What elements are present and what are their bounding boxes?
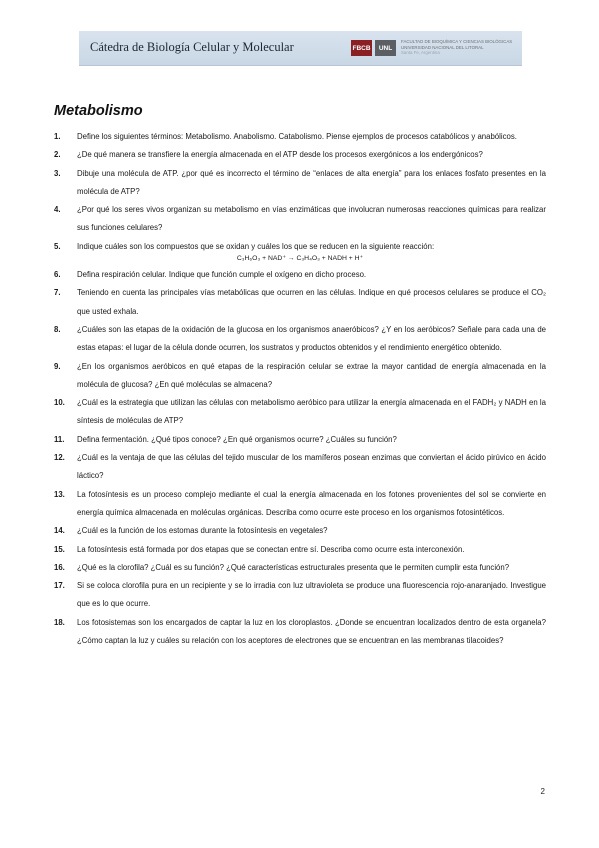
question-number: 3. (54, 168, 61, 178)
question-number: 13. (54, 489, 65, 499)
institution-line-3: Santa Fe, Argentina (401, 50, 440, 56)
question-text: Los fotosistemas son los encargados de captar la luz en los cloroplastos. ¿Donde se encuentran localizados dentro de esta organela? ¿Cómo captan la luz y cuáles su relación con los aceptores de electrones que se encuentran en las membranas tilacoides? (77, 617, 546, 646)
question-item (54, 486, 546, 523)
question-text: La fotosíntesis está formada por dos etapas que se conectan entre sí. Describa como ocurre esta interconexión. (77, 544, 465, 554)
question-number: 15. (54, 544, 65, 554)
question-item (54, 522, 546, 540)
question-text: Si se coloca clorofila pura en un recipiente y se lo irradia con luz ultravioleta se produce una fluorescencia rojo-anaranjado. Investigue que es lo que ocurre. (77, 581, 546, 609)
question-list (54, 128, 546, 650)
question-text: ¿De qué manera se transfiere la energía almacenada en el ATP desde los procesos exergónicos a los endergónicos? (77, 150, 483, 160)
question-number: 12. (54, 453, 65, 463)
section-title: Metabolismo (54, 103, 143, 119)
question-text: ¿Qué es la clorofila? ¿Cuál es su función? ¿Qué características estructurales presenta que le permiten cumplir esta función? (77, 562, 510, 572)
question-text: Defina respiración celular. Indique que función cumple el oxígeno en dicho proceso. (77, 270, 367, 280)
question-number: 7. (54, 288, 61, 298)
question-number: 1. (54, 132, 61, 141)
question-text: ¿Cuál es la estrategia que utilizan las células con metabolismo aeróbico para utilizar la energía almacenada en el FADH₂ y NADH en la síntesis de moléculas de ATP? (77, 398, 546, 426)
question-item (54, 449, 546, 486)
question-item (54, 266, 546, 284)
question-text: ¿Cuál es la función de los estomas durante la fotosíntesis en vegetales? (77, 526, 328, 536)
question-number: 8. (54, 324, 61, 334)
question-item (54, 614, 546, 651)
question-text: ¿Cuál es la ventaja de que las células del tejido muscular de los mamíferos posean enzimas que conviertan el ácido pirúvico en ácido láctico? (77, 453, 546, 481)
question-item (54, 541, 546, 559)
question-number: 14. (54, 526, 65, 536)
question-item (54, 201, 546, 238)
question-text: Dibuje una molécula de ATP. ¿por qué es incorrecto el término de “enlaces de alta energía” para los enlaces fosfato presentes en la molécula de ATP? (77, 168, 546, 196)
question-text: Indique cuáles son los compuestos que se oxidan y cuáles los que se reducen en la siguiente reacción: (77, 241, 435, 251)
unl-logo: UNL (375, 40, 396, 56)
institution-line-1: FACULTAD DE BIOQUÍMICA Y CIENCIAS BIOLÓGICAS (401, 39, 513, 44)
question-number: 9. (54, 361, 61, 371)
question-item (54, 284, 546, 321)
question-number: 18. (54, 617, 65, 627)
question-number: 2. (54, 150, 61, 160)
question-number: 4. (54, 205, 61, 215)
question-text: ¿Por qué los seres vivos organizan su metabolismo en vías enzimáticas que involucran numerosas reacciones químicas para realizar sus funciones celulares? (77, 205, 546, 233)
question-text: Defina fermentación. ¿Qué tipos conoce? ¿En qué organismos ocurre? ¿Cuáles su función? (77, 434, 397, 444)
question-item (54, 358, 546, 395)
page-number: 2 (540, 787, 545, 796)
question-text: ¿Cuáles son las etapas de la oxidación de la glucosa en los organismos anaeróbicos? ¿Y en los aeróbicos? Señale para cada una de estas etapas: el lugar de la célula donde ocurren, los sustratos y productos obtenidos y el rendimiento energético obtenido. (77, 324, 546, 353)
fbcb-logo: FBCB (351, 40, 372, 56)
question-item (54, 559, 546, 577)
question-item (54, 431, 546, 449)
question-text: Define los siguientes términos: Metabolismo. Anabolismo. Catabolismo. Piense ejemplos de procesos catabólicos y anabólicos. (77, 132, 517, 141)
institution-text (401, 39, 521, 56)
question-item (54, 321, 546, 358)
header-band (79, 31, 522, 66)
question-number: 5. (54, 241, 61, 251)
question-number: 16. (54, 562, 65, 572)
question-text: Teniendo en cuenta las principales vías metabólicas que ocurren en las células. Indique en qué procesos celulares se produce el CO₂ que usted exhala. (77, 288, 546, 316)
chemical-reaction: C₃H₆O₃ + NAD⁺ → C₃H₄O₃ + NADH + H⁺ (236, 255, 364, 263)
question-number: 11. (54, 434, 65, 444)
question-text: ¿En los organismos aeróbicos en qué etapas de la respiración celular se extrae la mayor cantidad de energía almacenada en la molécula de glucosa? ¿En qué moléculas se almacena? (77, 361, 546, 389)
question-number: 6. (54, 270, 61, 280)
question-item (54, 128, 546, 146)
institution-line-2: UNIVERSIDAD NACIONAL DEL LITORAL (401, 44, 484, 50)
question-number: 10. (54, 398, 65, 408)
question-item (54, 146, 546, 164)
question-item (54, 165, 546, 202)
question-number: 17. (54, 581, 65, 591)
question-item (54, 577, 546, 614)
question-text: La fotosíntesis es un proceso complejo mediante el cual la energía almacenada en los fotones provenientes del sol se convierte en energía química almacenada en moléculas orgánicas. Describa como ocurre este proceso en los organismos fotosintéticos. (77, 489, 546, 517)
question-item (54, 238, 546, 256)
question-item (54, 394, 546, 431)
header-title: Cátedra de Biología Celular y Molecular (90, 40, 294, 54)
